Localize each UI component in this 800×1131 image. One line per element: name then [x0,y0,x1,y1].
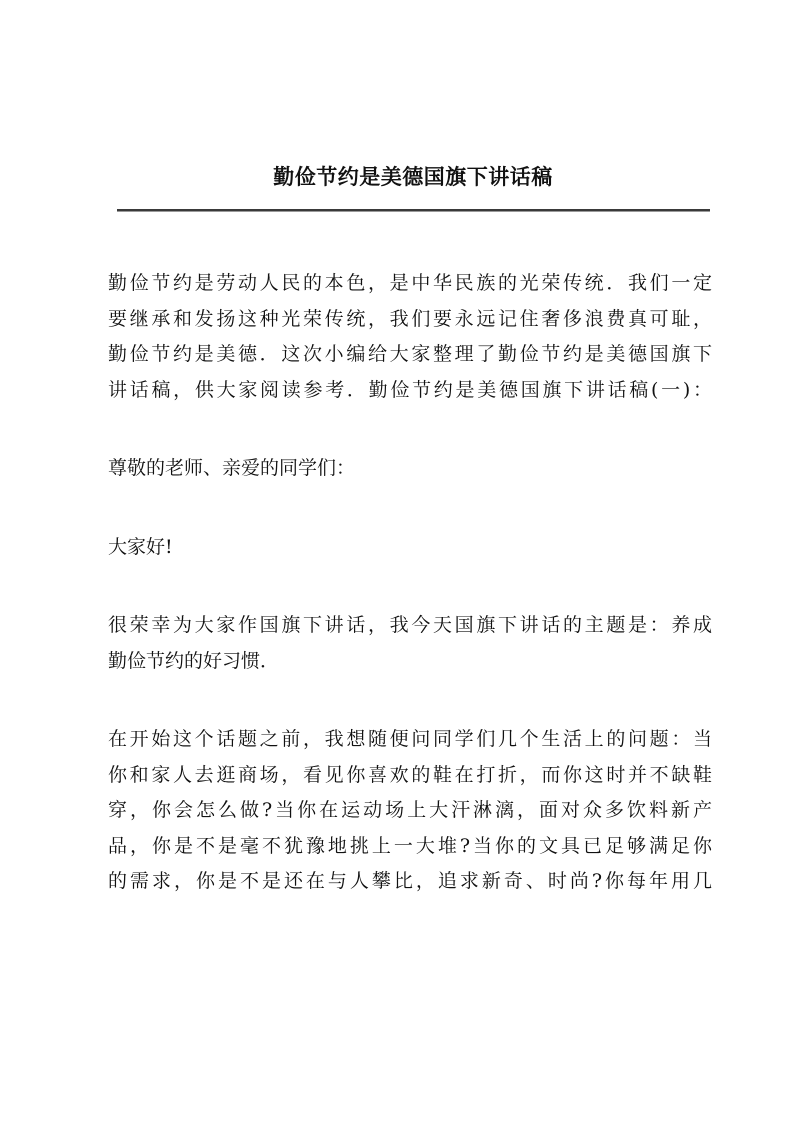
text-line: 尊敬的老师、亲爱的同学们： [108,457,356,479]
text-line: 你和家人去逛商场，看见你喜欢的鞋在打折，而你这时并不缺鞋 [108,763,712,786]
text-line: 很荣幸为大家作国旗下讲话，我今天国旗下讲话的主题是：养成 [108,614,712,636]
text-line: 大家好! [108,535,173,558]
text-line: 勤俭节约的好习惯． [108,649,280,672]
text-line: 要继承和发扬这种光荣传统，我们要永远记住奢侈浪费真可耻， [108,307,712,330]
paragraph-greeting [108,530,712,566]
paragraph-topic [108,608,712,679]
paragraph-intro [108,266,712,408]
document-body [108,266,712,943]
document-title: 勤俭节约是美德国旗下讲话稿 [273,164,553,189]
text-line: 在开始这个话题之前，我想随便问同学们几个生活上的问题：当 [108,728,712,750]
paragraph-questions [108,722,712,900]
text-line: 的需求，你是不是还在与人攀比，追求新奇、时尚?你每年用几 [108,870,712,892]
paragraph-salutation [108,451,712,487]
text-line: 勤俭节约是劳动人民的本色，是中华民族的光荣传统．我们一定 [108,272,712,294]
text-line: 穿，你会怎么做?当你在运动场上大汗淋漓，面对众多饮料新产 [108,799,712,821]
title-divider [117,209,710,212]
text-line: 讲话稿，供大家阅读参考．勤俭节约是美德国旗下讲话稿(一)： [108,378,712,401]
text-line: 品，你是不是毫不犹豫地挑上一大堆?当你的文具已足够满足你 [108,834,712,857]
text-line: 勤俭节约是美德．这次小编给大家整理了勤俭节约是美德国旗下 [108,343,712,365]
